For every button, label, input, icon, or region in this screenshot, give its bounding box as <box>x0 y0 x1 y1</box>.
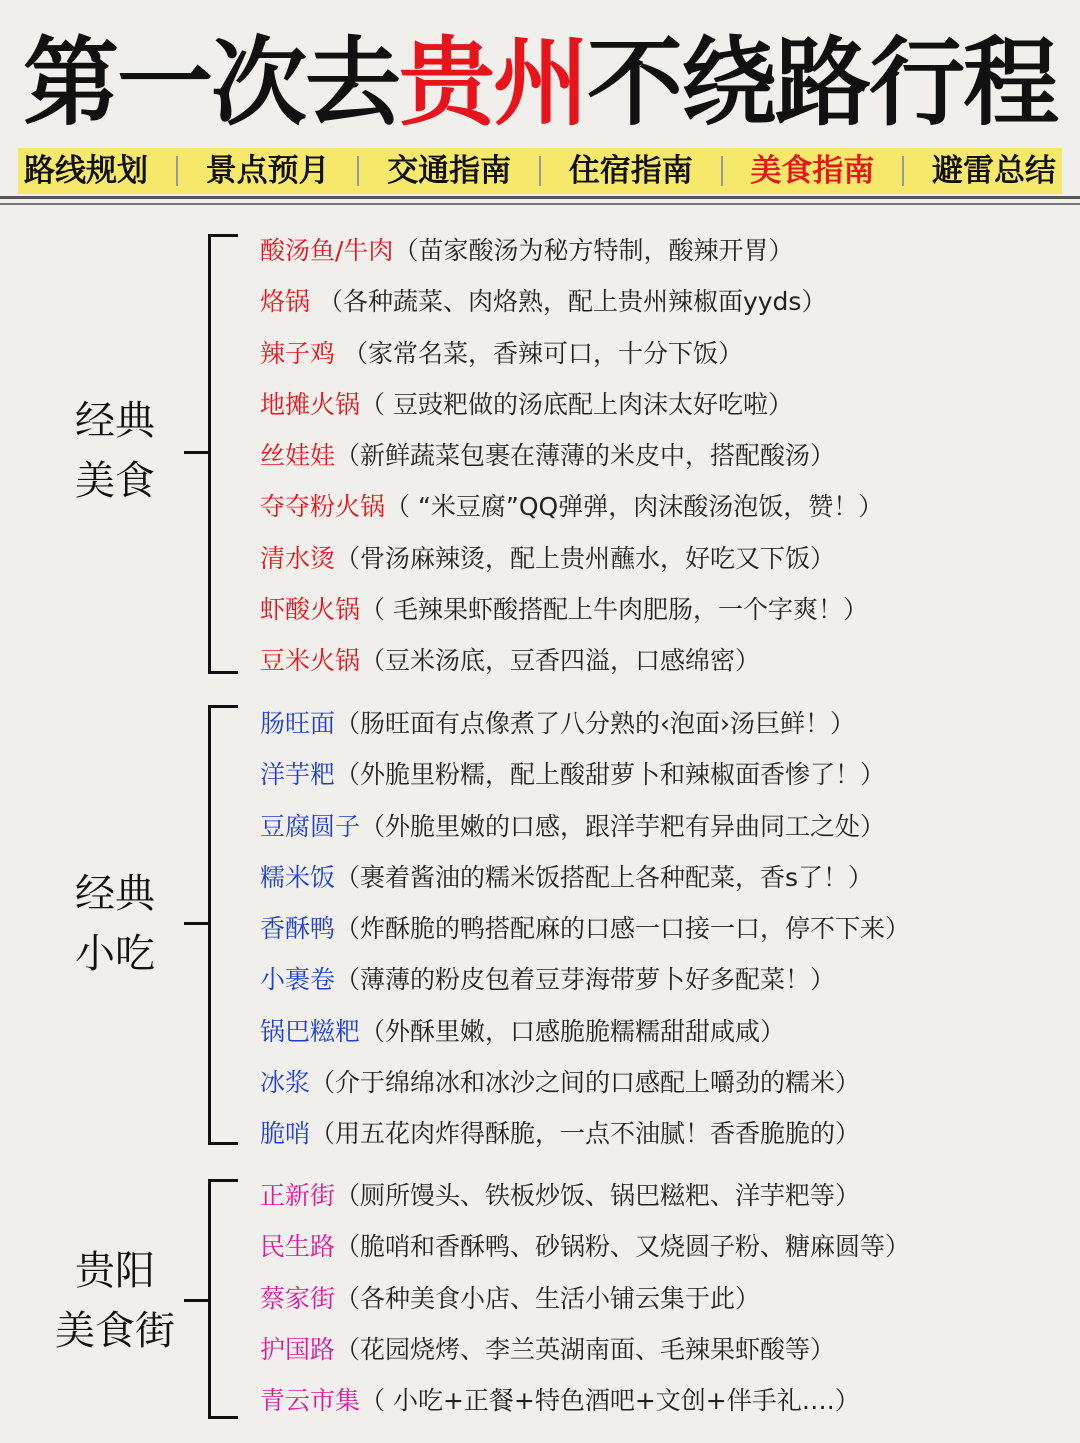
dish-name: 虾酸火锅 <box>260 595 361 625</box>
street-name: 正新街 <box>260 1181 336 1210</box>
snack-name: 香酥鸭 <box>260 914 336 944</box>
snack-name: 糯米饭 <box>260 862 336 892</box>
snack-name: 肠旺面 <box>260 709 336 738</box>
list-item <box>260 1108 910 1159</box>
snack-desc: （介于绵绵冰和冰沙之间的口感配上嚼劲的糯米） <box>310 1068 861 1098</box>
list-item <box>260 481 883 532</box>
tab-divider <box>539 156 541 186</box>
list-item <box>260 903 910 954</box>
dish-desc: （豆米汤底，豆香四溢，口感绵密） <box>360 646 761 676</box>
section-bracket <box>208 1179 238 1419</box>
street-desc: （脆哨和香酥鸭、砂锅粉、又烧圆子粉、糖麻圆等） <box>335 1232 911 1262</box>
snack-name: 锅巴糍粑 <box>260 1016 361 1046</box>
section-label <box>40 391 190 511</box>
bracket-tick <box>184 922 210 925</box>
list-item <box>260 225 883 276</box>
tab-pitfalls[interactable]: 避雷总结 <box>931 153 1056 189</box>
dish-desc: （新鲜蔬菜包裹在薄薄的米皮中，搭配酸汤） <box>335 441 836 471</box>
dish-desc: （ “米豆腐”QQ弹弹，肉沫酸汤泡饭，赞！） <box>385 492 884 522</box>
dish-desc: （ 毛辣果虾酸搭配上牛肉肥肠，一个字爽！） <box>360 595 868 625</box>
list-item <box>260 1375 910 1426</box>
dish-desc: （ 豆豉粑做的汤底配上肉沫太好吃啦） <box>360 389 793 419</box>
snack-desc: （外酥里嫩，口感脆脆糯糯甜甜咸咸） <box>360 1016 786 1046</box>
snack-name: 豆腐圆子 <box>260 811 361 841</box>
section-label-line1: 经典 <box>75 871 155 917</box>
list-item <box>260 749 910 800</box>
snack-desc: （外脆里粉糯，配上酸甜萝卜和辣椒面香惨了！） <box>335 760 886 790</box>
street-desc: （ 小吃+正餐+特色酒吧+文创+伴手礼….） <box>360 1386 860 1416</box>
tab-food-guide[interactable]: 美食指南 <box>750 153 875 189</box>
tab-divider <box>721 156 723 186</box>
list-item <box>260 1221 910 1272</box>
list-item <box>260 1006 910 1057</box>
snack-desc: （裹着酱油的糯米饭搭配上各种配菜，香s了！） <box>335 862 874 892</box>
list-item <box>260 635 883 686</box>
dish-name: 烙锅 <box>260 287 311 317</box>
snack-name: 小裹卷 <box>260 965 336 995</box>
snack-desc: （肠旺面有点像煮了八分熟的‹泡面›汤巨鲜！） <box>335 709 856 738</box>
snack-desc: （外脆里嫩的口感，跟洋芋粑有异曲同工之处） <box>360 811 886 841</box>
list-item <box>260 1273 910 1324</box>
tab-divider <box>176 156 178 186</box>
tab-bar <box>18 148 1062 194</box>
section-bracket <box>208 234 238 674</box>
dish-name: 丝娃娃 <box>260 441 336 471</box>
section-label-line1: 贵阳 <box>75 1248 155 1294</box>
snack-desc: （用五花肉炸得酥脆，一点不油腻！香香脆脆的） <box>310 1119 861 1149</box>
section-label-line2: 美食 <box>75 458 155 504</box>
street-name: 民生路 <box>260 1232 336 1262</box>
list-item <box>260 328 883 379</box>
list-item <box>260 698 910 749</box>
section-label <box>40 864 190 984</box>
section-label-line2: 美食街 <box>55 1308 175 1354</box>
item-list <box>260 225 883 687</box>
snack-name: 冰浆 <box>260 1068 311 1098</box>
bracket-tick <box>184 451 210 454</box>
dish-name: 辣子鸡 <box>260 338 336 368</box>
bracket-tick <box>184 1299 210 1302</box>
tab-transport[interactable]: 交通指南 <box>387 153 512 189</box>
title-highlight: 贵州 <box>399 27 587 139</box>
street-name: 护国路 <box>260 1334 336 1364</box>
dish-name: 夺夺粉火锅 <box>260 492 386 522</box>
list-item <box>260 1170 910 1221</box>
dish-desc: （苗家酸汤为秘方特制，酸辣开胃） <box>393 236 794 265</box>
list-item <box>260 954 910 1005</box>
list-item <box>260 276 883 327</box>
list-item <box>260 801 910 852</box>
dish-desc: （骨汤麻辣烫，配上贵州蘸水，好吃又下饭） <box>335 543 836 573</box>
item-list <box>260 698 910 1160</box>
section-label-line1: 经典 <box>75 398 155 444</box>
dish-name: 酸汤鱼/牛肉 <box>260 236 394 265</box>
dish-name: 地摊火锅 <box>260 389 361 419</box>
snack-desc: （薄薄的粉皮包着豆芽海带萝卜好多配菜！） <box>335 965 836 995</box>
section-bracket <box>208 705 238 1145</box>
street-desc: （花园烧烤、李兰英湖南面、毛辣果虾酸等） <box>335 1334 836 1364</box>
list-item <box>260 852 910 903</box>
list-item <box>260 1057 910 1108</box>
page-title <box>0 28 1080 138</box>
section-label <box>40 1241 190 1361</box>
dish-desc: （家常名菜，香辣可口，十分下饭） <box>335 338 743 368</box>
header-rule-thin <box>0 203 1080 205</box>
item-list <box>260 1170 910 1426</box>
snack-name: 脆哨 <box>260 1119 311 1149</box>
dish-desc: （各种蔬菜、肉烙熟，配上贵州辣椒面yyds） <box>310 287 827 317</box>
dish-name: 豆米火锅 <box>260 646 361 676</box>
street-name: 青云市集 <box>260 1386 361 1416</box>
tab-route-planning[interactable]: 路线规划 <box>24 153 148 189</box>
list-item <box>260 430 883 481</box>
snack-desc: （炸酥脆的鸭搭配麻的口感一口接一口，停不下来） <box>335 914 911 944</box>
snack-name: 洋芋粑 <box>260 760 336 790</box>
list-item <box>260 1324 910 1375</box>
title-after: 不绕路行程 <box>587 27 1057 139</box>
tab-divider <box>357 156 359 186</box>
list-item <box>260 584 883 635</box>
header-rule <box>0 196 1080 199</box>
title-before: 第一次去 <box>23 27 399 139</box>
tab-lodging[interactable]: 住宿指南 <box>568 153 693 189</box>
street-desc: （各种美食小店、生活小铺云集于此） <box>335 1283 761 1313</box>
list-item <box>260 379 883 430</box>
tab-attractions[interactable]: 景点预月 <box>205 153 330 189</box>
street-desc: （厕所馒头、铁板炒饭、锅巴糍粑、洋芋粑等） <box>335 1181 861 1210</box>
list-item <box>260 533 883 584</box>
dish-name: 清水烫 <box>260 543 336 573</box>
tab-divider <box>902 156 904 186</box>
street-name: 蔡家街 <box>260 1283 336 1313</box>
section-label-line2: 小吃 <box>75 931 155 977</box>
